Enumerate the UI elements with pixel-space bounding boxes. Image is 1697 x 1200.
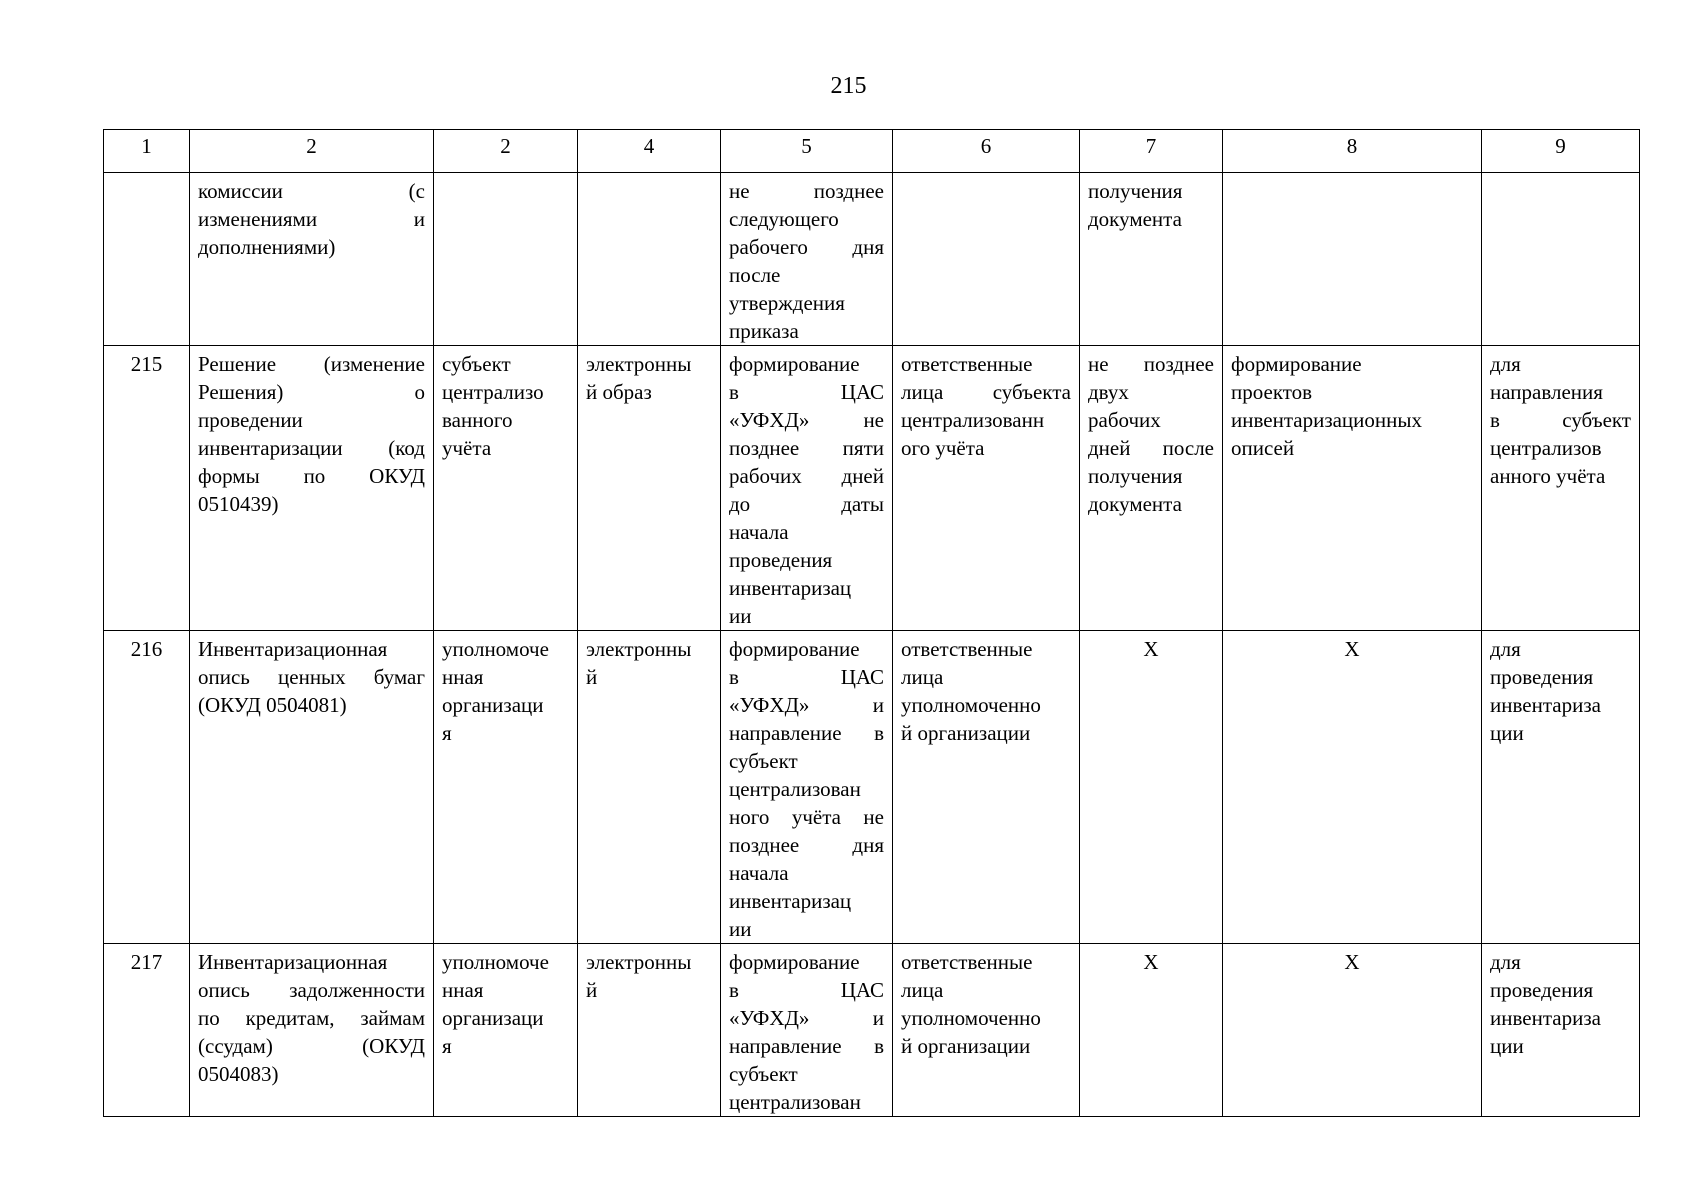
format-cell	[578, 346, 721, 631]
column-number-cell: 6	[893, 130, 1080, 173]
cell-text-line: Х	[1143, 950, 1159, 974]
deadline-cell	[721, 944, 893, 1117]
document-name-cell	[190, 631, 434, 944]
cell-text-line: электронны	[586, 637, 692, 661]
column-number-cell: 1	[104, 130, 190, 173]
cell-text-line: ванного	[442, 408, 513, 432]
cell-text-line: дней после	[1088, 436, 1214, 460]
cell-text-line: 0510439)	[198, 492, 279, 516]
responsible-cell	[893, 944, 1080, 1117]
table-row	[104, 346, 1640, 631]
cell-text-line: не позднее	[729, 179, 884, 203]
cell-text-line: лица	[901, 665, 944, 689]
cell-text-line: Инвентаризационная	[198, 950, 388, 974]
cell-text-line: (ссудам) (ОКУД	[198, 1034, 425, 1058]
column-number-cell: 2	[434, 130, 578, 173]
cell-text-line: «УФХД» и	[729, 1006, 884, 1030]
processing-cell	[1223, 346, 1482, 631]
cell-text-line: электронны	[586, 352, 692, 376]
cell-text-line: проведения	[729, 548, 833, 572]
cell-text-line: я	[442, 721, 452, 745]
cell-text-line: для	[1490, 352, 1521, 376]
cell-text-line: субъект	[729, 749, 798, 773]
cell-text-line: лица	[901, 978, 944, 1002]
cell-text-line: опись задолженности	[198, 978, 425, 1002]
cell-text-line: позднее пяти	[729, 436, 884, 460]
cell-text-line: проведении	[198, 408, 303, 432]
row-number-cell: 216	[104, 631, 190, 944]
source-cell	[434, 346, 578, 631]
cell-text-line: проведения	[1490, 665, 1594, 689]
row-number-cell: 215	[104, 346, 190, 631]
deadline-cell	[721, 631, 893, 944]
deadline-cell	[721, 173, 893, 346]
cell-text-line: рабочих дней	[729, 464, 884, 488]
cell-text-line: организаци	[442, 1006, 544, 1030]
cell-text-line: дополнениями)	[198, 235, 336, 259]
document-name-cell	[190, 944, 434, 1117]
cell-text-line: Решение (изменение	[198, 352, 425, 376]
cell-text-line: электронны	[586, 950, 692, 974]
cell-text-line: инвентариза	[1490, 1006, 1601, 1030]
processing-cell	[1223, 173, 1482, 346]
table-row	[104, 173, 1640, 346]
cell-text-line: для	[1490, 950, 1521, 974]
cell-text-line: уполномоченно	[901, 1006, 1041, 1030]
cell-text-line: й организации	[901, 721, 1031, 745]
cell-text-line: формы по ОКУД	[198, 464, 425, 488]
receipt-deadline-cell	[1080, 631, 1223, 944]
cell-text-line: «УФХД» не	[729, 408, 884, 432]
responsible-cell	[893, 346, 1080, 631]
cell-text-line: й организации	[901, 1034, 1031, 1058]
source-cell	[434, 944, 578, 1117]
cell-text-line: направление в	[729, 1034, 884, 1058]
cell-text-line: ции	[1490, 1034, 1524, 1058]
receipt-deadline-cell	[1080, 346, 1223, 631]
cell-text-line: уполномоченно	[901, 693, 1041, 717]
cell-text-line: Х	[1143, 637, 1159, 661]
cell-text-line: позднее дня	[729, 833, 884, 857]
cell-text-line: ответственные	[901, 637, 1033, 661]
cell-text-line: следующего	[729, 207, 839, 231]
processing-cell	[1223, 631, 1482, 944]
cell-text-line: документа	[1088, 207, 1182, 231]
source-cell	[434, 173, 578, 346]
cell-text-line: я	[442, 1034, 452, 1058]
cell-text-line: централизов	[1490, 436, 1602, 460]
cell-text-line: ответственные	[901, 352, 1033, 376]
cell-text-line: в ЦАС	[729, 665, 884, 689]
cell-text-line: утверждения	[729, 291, 845, 315]
cell-text-line: проведения	[1490, 978, 1594, 1002]
purpose-cell	[1482, 346, 1640, 631]
format-cell	[578, 631, 721, 944]
row-number-cell: 217	[104, 944, 190, 1117]
cell-text-line: рабочего дня	[729, 235, 884, 259]
cell-text-line: инвентаризац	[729, 889, 852, 913]
processing-cell	[1223, 944, 1482, 1117]
cell-text-line: в субъект	[1490, 408, 1631, 432]
deadline-cell	[721, 346, 893, 631]
table-row	[104, 944, 1640, 1117]
cell-text-line: направление в	[729, 721, 884, 745]
document-register-table	[103, 129, 1640, 1117]
cell-text-line: (ОКУД 0504081)	[198, 693, 347, 717]
table-body	[104, 173, 1640, 1117]
cell-text-line: комиссии (с	[198, 179, 425, 203]
cell-text-line: направления	[1490, 380, 1603, 404]
cell-text-line: уполномоче	[442, 950, 549, 974]
responsible-cell	[893, 631, 1080, 944]
purpose-cell	[1482, 944, 1640, 1117]
column-number-cell: 7	[1080, 130, 1223, 173]
source-cell	[434, 631, 578, 944]
cell-text-line: учёта	[442, 436, 492, 460]
cell-text-line: централизован	[729, 777, 861, 801]
cell-text-line: изменениями и	[198, 207, 425, 231]
cell-text-line: ции	[1490, 721, 1524, 745]
column-number-cell: 8	[1223, 130, 1482, 173]
cell-text-line: в ЦАС	[729, 978, 884, 1002]
cell-text-line: й образ	[586, 380, 652, 404]
cell-text-line: Х	[1344, 637, 1360, 661]
cell-text-line: формирование	[729, 352, 860, 376]
cell-text-line: ого учёта	[901, 436, 985, 460]
cell-text-line: централизо	[442, 380, 544, 404]
purpose-cell	[1482, 173, 1640, 346]
cell-text-line: опись ценных бумаг	[198, 665, 425, 689]
cell-text-line: ии	[729, 917, 752, 941]
document-name-cell	[190, 173, 434, 346]
row-number-cell	[104, 173, 190, 346]
cell-text-line: субъект	[442, 352, 511, 376]
table-row	[104, 631, 1640, 944]
cell-text-line: не позднее	[1088, 352, 1214, 376]
cell-text-line: централизован	[729, 1090, 861, 1114]
cell-text-line: организаци	[442, 693, 544, 717]
cell-text-line: лица субъекта	[901, 380, 1071, 404]
responsible-cell	[893, 173, 1080, 346]
cell-text-line: «УФХД» и	[729, 693, 884, 717]
cell-text-line: для	[1490, 637, 1521, 661]
receipt-deadline-cell	[1080, 944, 1223, 1117]
cell-text-line: инвентаризации (код	[198, 436, 425, 460]
cell-text-line: формирование	[1231, 352, 1362, 376]
cell-text-line: документа	[1088, 492, 1182, 516]
cell-text-line: начала	[729, 520, 789, 544]
purpose-cell	[1482, 631, 1640, 944]
format-cell	[578, 173, 721, 346]
cell-text-line: ного учёта не	[729, 805, 884, 829]
cell-text-line: Инвентаризационная	[198, 637, 388, 661]
cell-text-line: до даты	[729, 492, 884, 516]
cell-text-line: двух	[1088, 380, 1129, 404]
cell-text-line: анного учёта	[1490, 464, 1606, 488]
cell-text-line: по кредитам, займам	[198, 1006, 425, 1030]
cell-text-line: уполномоче	[442, 637, 549, 661]
cell-text-line: формирование	[729, 637, 860, 661]
cell-text-line: в ЦАС	[729, 380, 884, 404]
column-number-cell: 5	[721, 130, 893, 173]
cell-text-line: ии	[729, 604, 752, 628]
cell-text-line: получения	[1088, 179, 1183, 203]
column-number-row	[104, 130, 1640, 173]
cell-text-line: й	[586, 978, 598, 1002]
cell-text-line: Решения) о	[198, 380, 425, 404]
cell-text-line: нная	[442, 978, 484, 1002]
cell-text-line: ответственные	[901, 950, 1033, 974]
cell-text-line: инвентаризационных	[1231, 408, 1422, 432]
cell-text-line: нная	[442, 665, 484, 689]
cell-text-line: инвентаризац	[729, 576, 852, 600]
page-number: 215	[830, 73, 867, 99]
cell-text-line: начала	[729, 861, 789, 885]
cell-text-line: Х	[1344, 950, 1360, 974]
cell-text-line: получения	[1088, 464, 1183, 488]
cell-text-line: рабочих	[1088, 408, 1161, 432]
column-number-cell: 9	[1482, 130, 1640, 173]
cell-text-line: описей	[1231, 436, 1295, 460]
column-number-cell: 2	[190, 130, 434, 173]
cell-text-line: после	[729, 263, 781, 287]
document-name-cell	[190, 346, 434, 631]
cell-text-line: проектов	[1231, 380, 1313, 404]
cell-text-line: субъект	[729, 1062, 798, 1086]
cell-text-line: централизованн	[901, 408, 1045, 432]
receipt-deadline-cell	[1080, 173, 1223, 346]
cell-text-line: 0504083)	[198, 1062, 279, 1086]
column-number-cell: 4	[578, 130, 721, 173]
format-cell	[578, 944, 721, 1117]
cell-text-line: формирование	[729, 950, 860, 974]
cell-text-line: инвентариза	[1490, 693, 1601, 717]
cell-text-line: й	[586, 665, 598, 689]
cell-text-line: приказа	[729, 319, 799, 343]
